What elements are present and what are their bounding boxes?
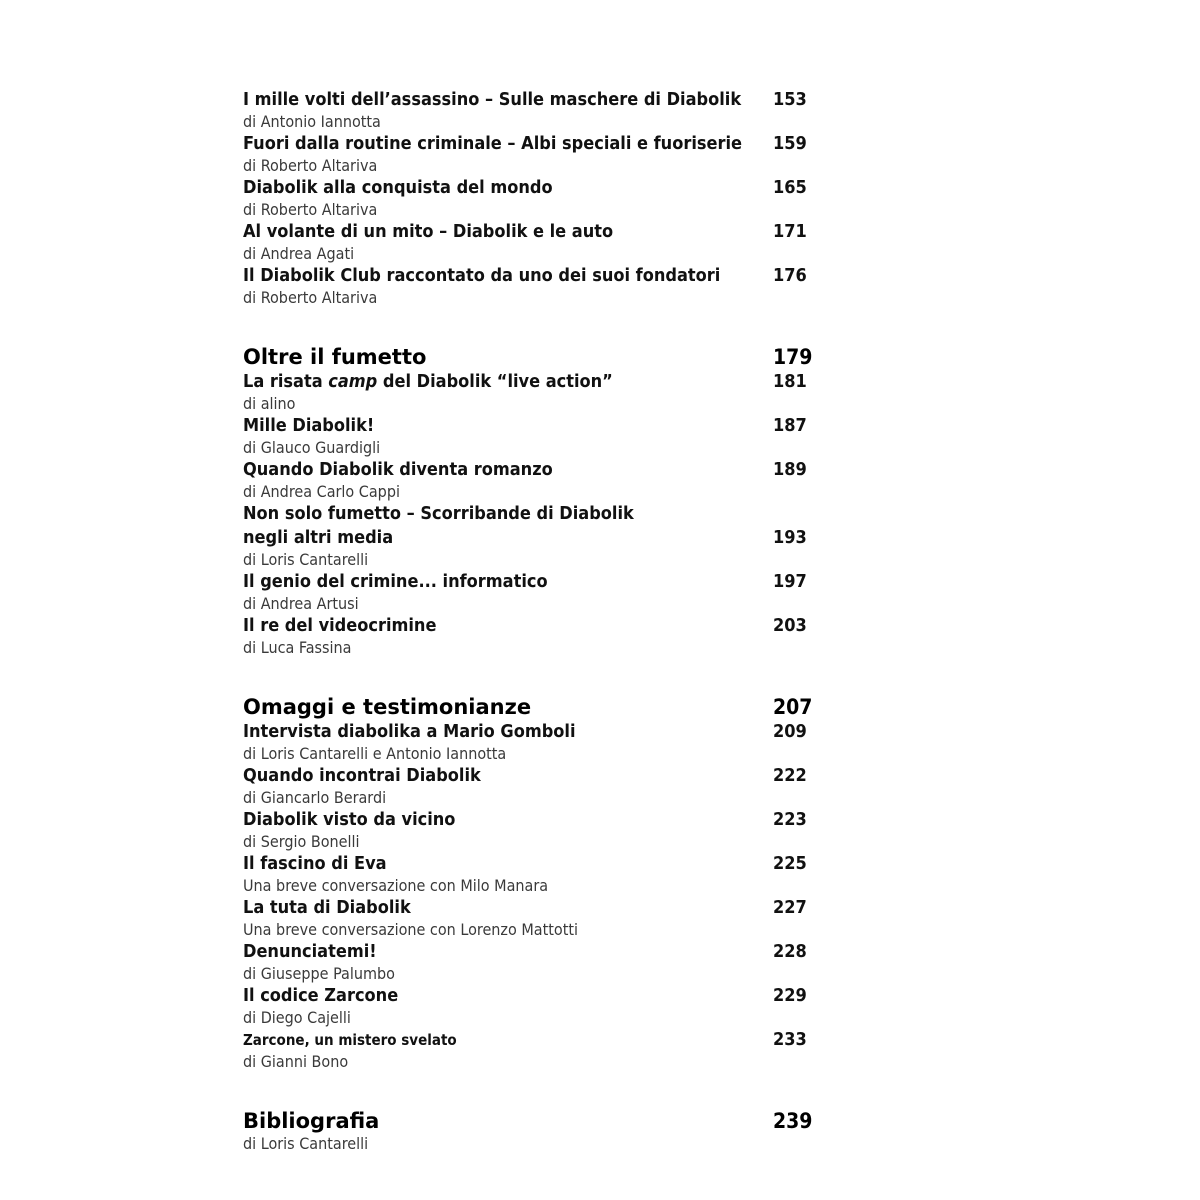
entry-title: Il genio del crimine... informatico [243,571,548,592]
toc-entry [243,264,823,308]
entry-page-number: 153 [773,89,807,110]
entry-title-part: La risata [243,371,329,392]
entry-byline: di Giancarlo Berardi [243,788,387,807]
section-heading-bibliografia [243,1108,823,1154]
toc-entry [243,1028,823,1072]
entry-title: Il re del videocrimine [243,615,437,636]
toc-entry [243,176,823,220]
entry-page-number: 225 [773,853,807,874]
entry-byline: di Glauco Guardigli [243,438,381,457]
entry-byline: di Andrea Agati [243,244,355,263]
toc-entry [243,370,823,414]
entry-byline: di Loris Cantarelli [243,550,369,569]
toc-entry [243,764,823,808]
entry-title: Al volante di un mito – Diabolik e le auto [243,221,614,242]
entry-byline: di Diego Cajelli [243,1008,351,1027]
entry-page-number: 233 [773,1029,807,1050]
entry-byline: di Roberto Altariva [243,200,378,219]
entry-title [243,370,823,394]
toc-entry [243,220,823,264]
entry-page-number: 209 [773,721,807,742]
section-title: Oltre il fumetto [243,345,427,369]
entry-title: Denunciatemi! [243,941,377,962]
entry-byline: di Antonio Iannotta [243,112,381,131]
entry-title: Zarcone, un mistero svelato [243,1031,457,1049]
toc-entry [243,808,823,852]
entry-byline: di Loris Cantarelli e Antonio Iannotta [243,744,507,763]
toc-entry [243,458,823,502]
entry-byline: di Sergio Bonelli [243,832,360,851]
entry-title: Diabolik alla conquista del mondo [243,177,553,198]
entry-byline: Una breve conversazione con Lorenzo Mattotti [243,920,578,939]
entry-byline: di Roberto Altariva [243,288,378,307]
entry-page-number: 223 [773,809,807,830]
entry-title: La tuta di Diabolik [243,897,411,918]
toc-entry [243,720,823,764]
entry-title: Intervista diabolika a Mario Gomboli [243,721,576,742]
entry-byline: di Roberto Altariva [243,156,378,175]
entry-page-number: 197 [773,571,807,592]
entry-byline: di Loris Cantarelli [243,1134,369,1153]
entry-title: Il fascino di Eva [243,853,387,874]
entry-title-part: del Diabolik “live action” [377,371,613,392]
section-heading-oltre [243,344,823,370]
toc-entry [243,984,823,1028]
entry-title-line2: negli altri media [243,527,394,548]
entry-byline: di Giuseppe Palumbo [243,964,395,983]
entry-page-number: 187 [773,415,807,436]
toc-entry [243,414,823,458]
section-title: Bibliografia [243,1109,380,1133]
entry-page-number: 159 [773,133,807,154]
entry-page-number: 228 [773,941,807,962]
toc-entry [243,896,823,940]
entry-page-number: 193 [773,527,807,548]
section-page-number: 179 [773,345,813,369]
entry-page-number: 181 [773,371,807,392]
entry-title: Fuori dalla routine criminale – Albi speciali e fuoriserie [243,133,743,154]
toc-entry [243,940,823,984]
entry-page-number: 227 [773,897,807,918]
entry-byline: Una breve conversazione con Milo Manara [243,876,549,895]
entry-title: Il Diabolik Club raccontato da uno dei suoi fondatori [243,265,721,286]
entry-title: Diabolik visto da vicino [243,809,456,830]
toc-entry [243,614,823,658]
entry-page-number: 171 [773,221,807,242]
entry-title: Quando Diabolik diventa romanzo [243,459,553,480]
entry-byline: di alino [243,394,296,413]
entry-page-number: 222 [773,765,807,786]
section-title: Omaggi e testimonianze [243,695,532,719]
toc-entry [243,570,823,614]
entry-title: I mille volti dell’assassino – Sulle maschere di Diabolik [243,89,742,110]
entry-title-line1: Non solo fumetto – Scorribande di Diabolik [243,503,634,524]
section-page-number: 239 [773,1109,813,1133]
toc-entry [243,132,823,176]
entry-title-emphasis: camp [328,371,378,392]
table-of-contents [243,88,823,1154]
entry-byline: di Luca Fassina [243,638,352,657]
toc-entry [243,502,823,570]
entry-page-number: 165 [773,177,807,198]
toc-entry [243,88,823,132]
entry-title: Il codice Zarcone [243,985,399,1006]
entry-byline: di Andrea Carlo Cappi [243,482,400,501]
entry-page-number: 229 [773,985,807,1006]
entry-byline: di Andrea Artusi [243,594,359,613]
entry-page-number: 176 [773,265,807,286]
section-page-number: 207 [773,695,813,719]
entry-byline: di Gianni Bono [243,1052,349,1071]
section-heading-omaggi [243,694,823,720]
entry-page-number: 203 [773,615,807,636]
entry-title: Mille Diabolik! [243,415,375,436]
toc-entry [243,852,823,896]
entry-page-number: 189 [773,459,807,480]
entry-title: Quando incontrai Diabolik [243,765,481,786]
